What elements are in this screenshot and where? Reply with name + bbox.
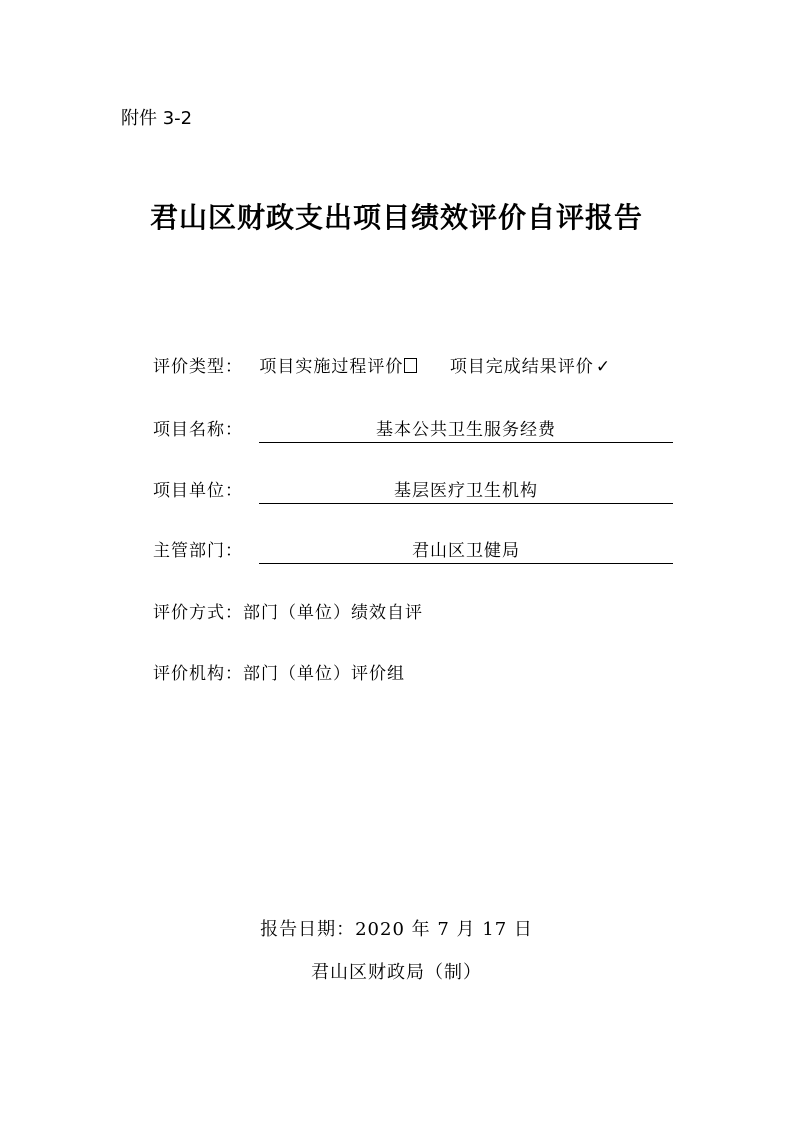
option-result-eval-label: 项目完成结果评价 [449,357,594,377]
project-name-label: 项目名称： [153,420,243,440]
document-title: 君山区财政支出项目绩效评价自评报告 [149,201,643,234]
department-row [153,537,520,565]
eval-org-value: 部门（单位）评价组 [243,664,405,684]
attachment-label: 附件 3-2 [121,108,193,129]
eval-method-value: 部门（单位）绩效自评 [243,603,423,623]
eval-type-row [153,353,611,381]
project-unit-label: 项目单位： [153,481,243,501]
eval-org-row [153,660,405,688]
project-name-row [153,416,556,444]
project-unit-row [153,477,538,505]
option-process-eval[interactable] [259,353,417,381]
department-label: 主管部门： [153,541,243,561]
report-date: 报告日期：2020 年 7 月 17 日 [260,919,533,940]
eval-org-label: 评价机构： [153,664,243,684]
checkmark-icon[interactable]: ✓ [595,357,612,377]
option-result-eval[interactable] [450,353,611,381]
project-name-field[interactable]: 基本公共卫生服务经费 [259,416,673,443]
department-field[interactable]: 君山区卫健局 [259,537,673,564]
empty-checkbox-icon[interactable] [404,358,417,373]
project-unit-field[interactable]: 基层医疗卫生机构 [259,477,673,504]
issuer: 君山区财政局（制） [311,962,482,983]
eval-type-label: 评价类型： [153,357,243,377]
eval-method-label: 评价方式： [153,603,243,623]
eval-method-row [153,599,423,627]
option-process-eval-label: 项目实施过程评价 [259,357,404,377]
